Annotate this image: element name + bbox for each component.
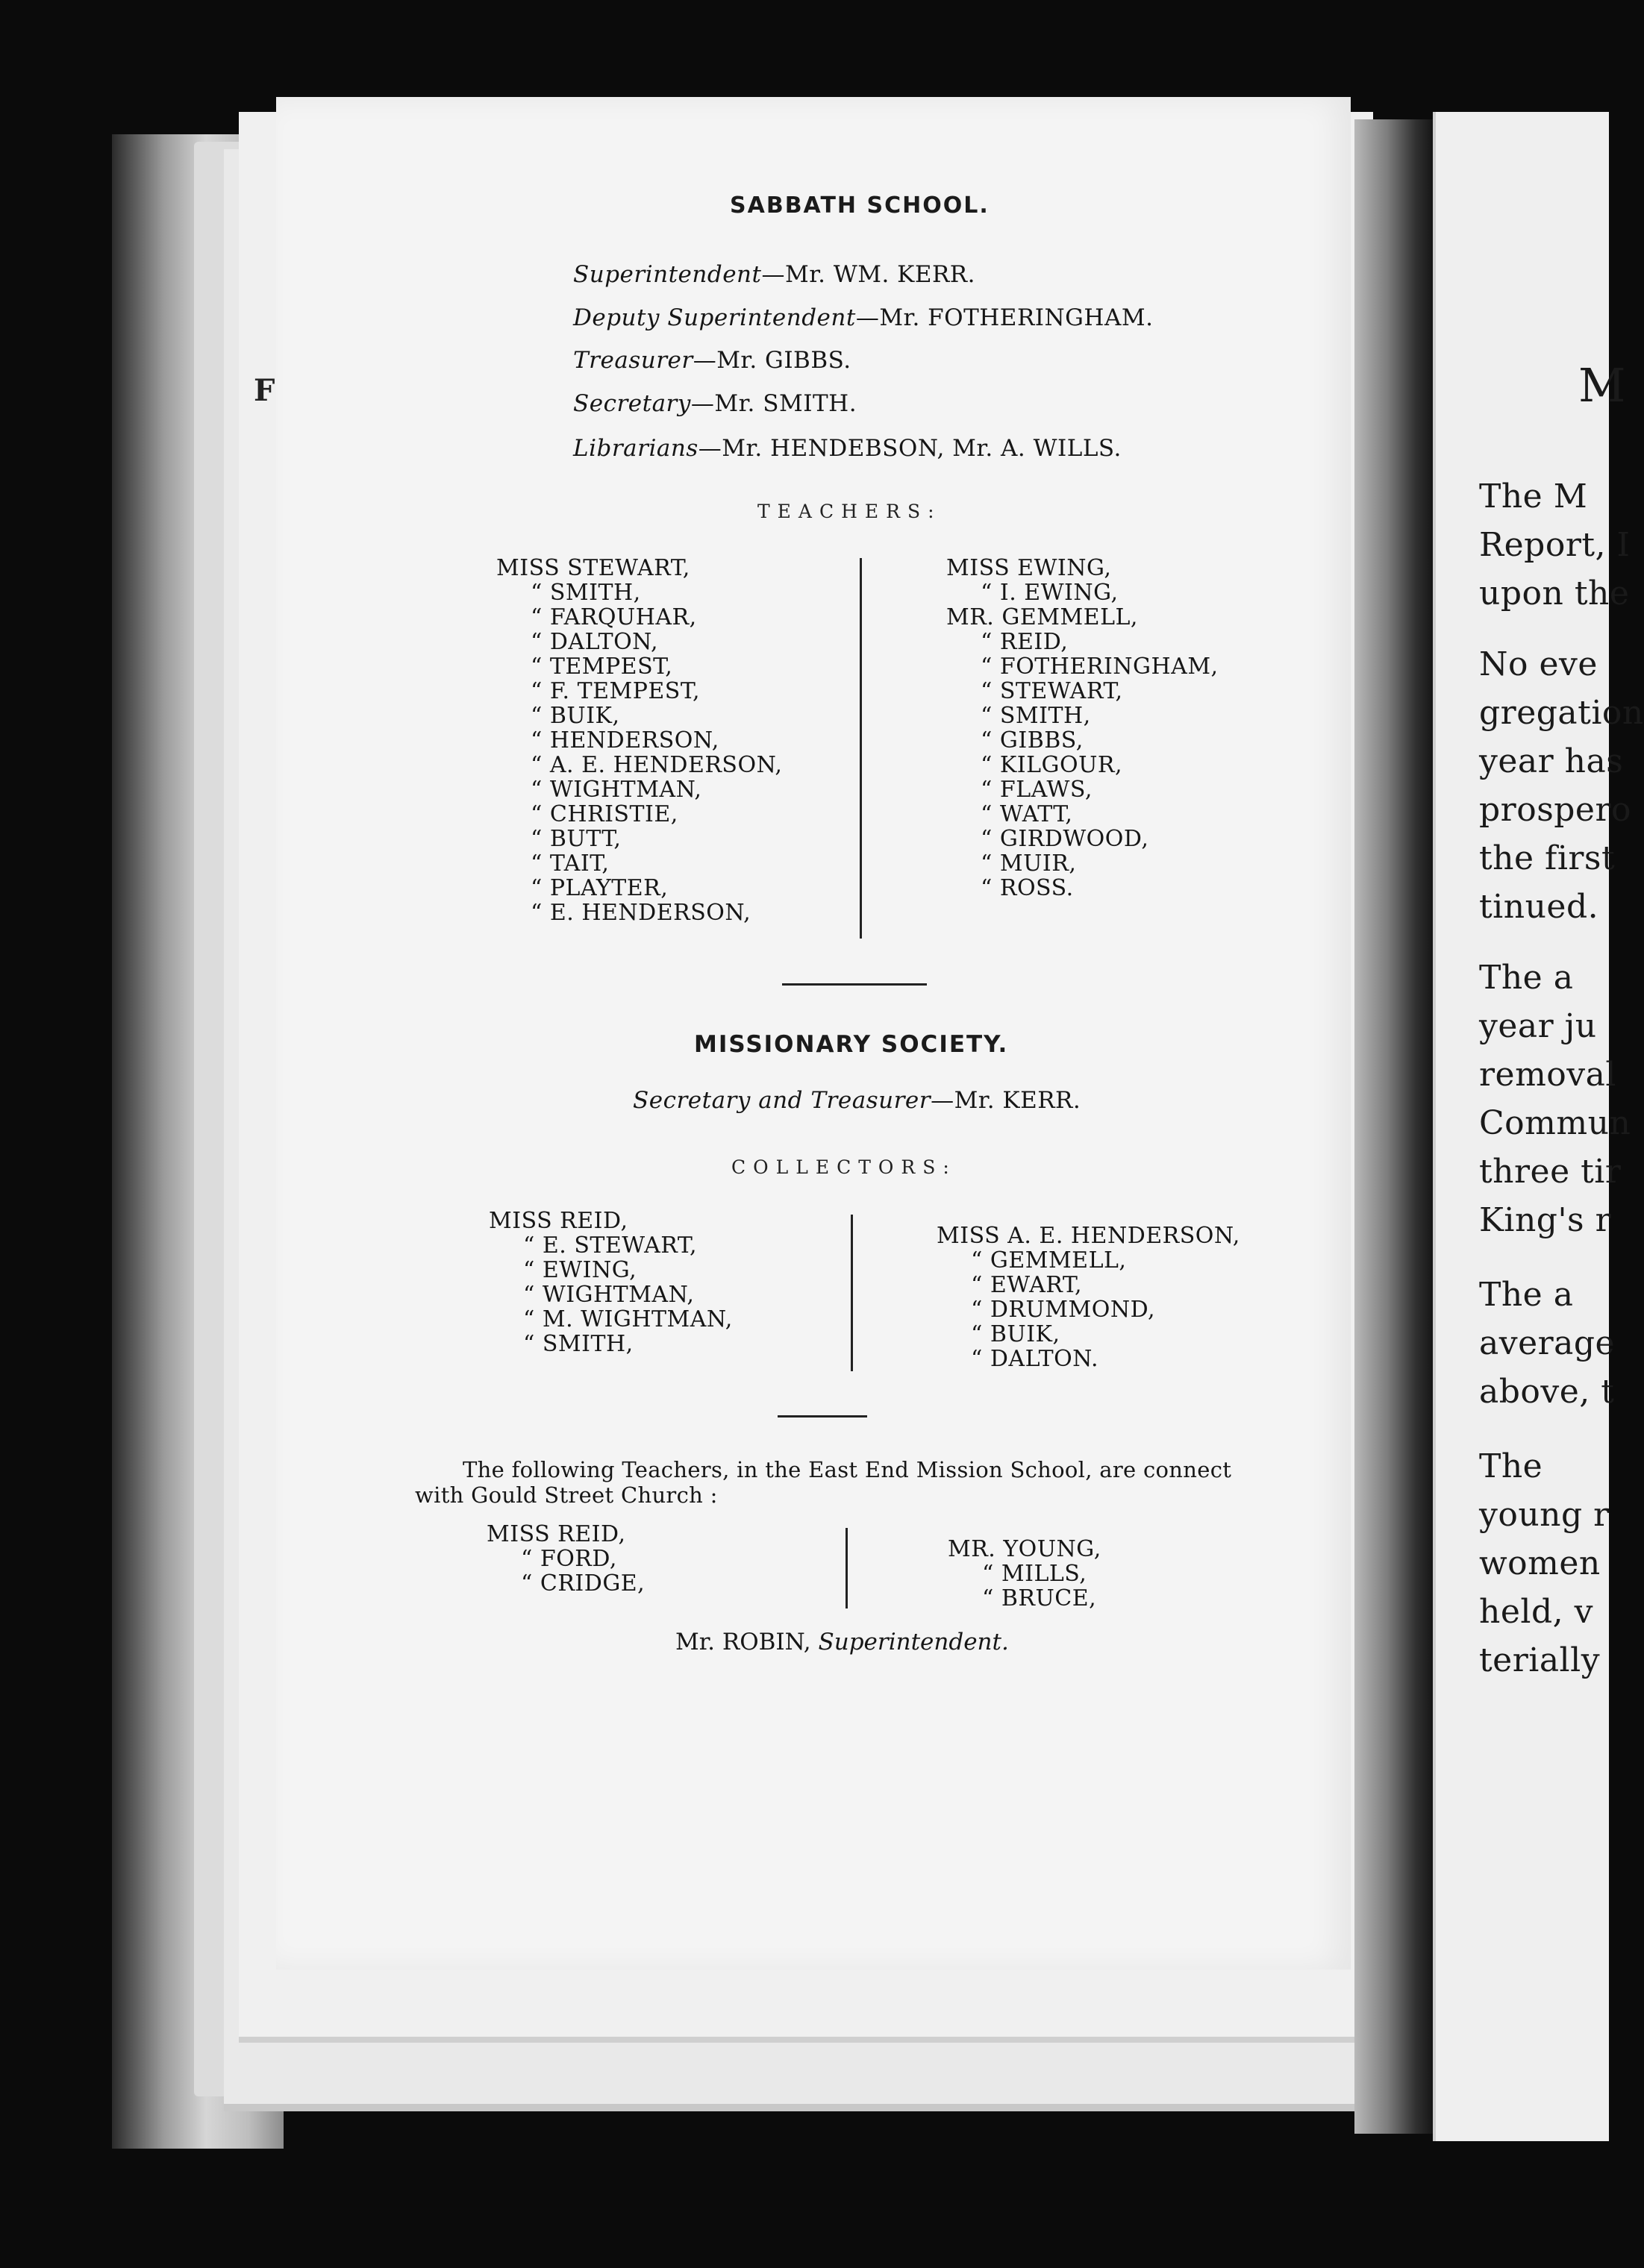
collector-name: “ M. WIGHTMAN, — [523, 1306, 733, 1332]
teacher-name: “ TEMPEST, — [531, 654, 673, 680]
missionary-officer-role: Secretary and Treasurer — [633, 1087, 931, 1114]
right-page-line: year has — [1479, 742, 1624, 780]
collectors-right-column — [937, 1224, 1240, 1371]
collectors-heading: COLLECTORS: — [731, 1156, 957, 1178]
sabbath-school-title: SABBATH SCHOOL. — [730, 192, 990, 219]
teacher-name: “ WATT, — [981, 801, 1073, 827]
teacher-name: “ MUIR, — [981, 850, 1077, 877]
teachers-heading: TEACHERS: — [757, 501, 942, 522]
missionary-officer — [633, 1087, 1081, 1114]
right-page-line: Commun — [1479, 1104, 1631, 1142]
officer-line — [573, 347, 851, 374]
collectors-column-divider — [851, 1215, 853, 1371]
officer-line — [573, 261, 975, 288]
collector-name: MISS A. E. HENDERSON, — [937, 1223, 1240, 1249]
right-page-line: the first — [1479, 839, 1616, 877]
collector-name: “ SMITH, — [523, 1331, 634, 1357]
right-page-line: removal — [1479, 1056, 1616, 1094]
teacher-name: “ FLAWS, — [981, 777, 1093, 803]
collector-name: “ E. STEWART, — [523, 1232, 698, 1259]
right-page-line: young r — [1479, 1496, 1610, 1534]
teacher-name: “ HENDERSON, — [531, 727, 719, 754]
teacher-name: “ BUIK, — [531, 703, 620, 729]
teacher-name: “ REID, — [981, 629, 1069, 655]
right-page-line: above, t — [1479, 1373, 1615, 1411]
east-end-superintendent-role: Superintendent. — [818, 1629, 1009, 1655]
right-page-heading: M — [1578, 358, 1626, 413]
east-end-teacher-name: “ FORD, — [521, 1546, 617, 1572]
right-page-line: held, v — [1479, 1593, 1593, 1631]
book-gutter — [1354, 119, 1437, 2134]
collector-name: “ BUIK, — [971, 1321, 1060, 1347]
collector-name: “ EWING, — [523, 1257, 637, 1283]
right-page-line: The a — [1479, 1276, 1574, 1314]
east-end-line-2: with Gould Street Church : — [415, 1482, 718, 1508]
officer-name: —Mr. FOTHERINGHAM. — [855, 304, 1154, 331]
teacher-name: “ KILGOUR, — [981, 752, 1123, 778]
collector-name: “ WIGHTMAN, — [523, 1282, 695, 1308]
teacher-name: “ STEWART, — [981, 678, 1123, 704]
right-page-line: terially — [1479, 1641, 1601, 1679]
collectors-left-column — [489, 1209, 733, 1356]
right-page-line: The a — [1479, 959, 1574, 997]
teacher-name: “ SMITH, — [531, 580, 641, 606]
collector-name: MISS REID, — [489, 1208, 628, 1234]
section-divider-2 — [778, 1415, 867, 1418]
east-end-teacher-name: “ MILLS, — [982, 1561, 1087, 1587]
officer-role: Librarians — [573, 435, 698, 462]
officer-line — [573, 304, 1153, 331]
collector-name: “ EWART, — [971, 1272, 1082, 1298]
east-end-column-divider — [846, 1528, 848, 1608]
teacher-name: “ GIRDWOOD, — [981, 826, 1149, 852]
officer-role: Treasurer — [573, 347, 693, 374]
officer-role: Superintendent — [573, 261, 762, 288]
east-end-teacher-name: “ CRIDGE, — [521, 1570, 646, 1597]
east-end-right-column — [948, 1537, 1101, 1611]
teacher-name: MISS STEWART, — [496, 555, 690, 581]
teachers-left-column — [496, 556, 782, 925]
officer-role: Deputy Superintendent — [573, 304, 856, 331]
right-page-line: average — [1479, 1324, 1616, 1362]
right-page-line: year ju — [1479, 1007, 1597, 1045]
east-end-teacher-name: “ BRUCE, — [982, 1585, 1097, 1611]
officer-line — [573, 390, 857, 417]
teachers-right-column — [946, 556, 1219, 900]
teacher-name: “ SMITH, — [981, 703, 1091, 729]
right-page-line: The — [1479, 1447, 1543, 1485]
teacher-name: “ DALTON, — [531, 629, 659, 655]
right-page-line: gregation — [1479, 694, 1644, 732]
teacher-name: “ FOTHERINGHAM, — [981, 654, 1219, 680]
right-page-line: prospero — [1479, 791, 1631, 829]
left-edge-letter: F — [254, 373, 275, 408]
teacher-name: MISS EWING, — [946, 555, 1112, 581]
teacher-name: “ GIBBS, — [981, 727, 1084, 754]
collector-name: “ DRUMMOND, — [971, 1297, 1156, 1323]
teacher-name: “ CHRISTIE, — [531, 801, 678, 827]
right-page-line: No eve — [1479, 645, 1598, 683]
east-end-superintendent — [675, 1629, 1009, 1655]
right-page-line: women — [1479, 1544, 1601, 1582]
east-end-left-column — [487, 1522, 645, 1596]
missionary-officer-name: —Mr. KERR. — [931, 1087, 1081, 1114]
officer-name: —Mr. HENDEBSON, Mr. A. WILLS. — [698, 435, 1122, 462]
teacher-name: “ A. E. HENDERSON, — [531, 752, 783, 778]
officer-name: —Mr. SMITH. — [690, 390, 857, 417]
teacher-name: “ E. HENDERSON, — [531, 900, 751, 926]
teacher-name: “ I. EWING, — [981, 580, 1119, 606]
officer-name: —Mr. WM. KERR. — [761, 261, 975, 288]
missionary-society-title: MISSIONARY SOCIETY. — [694, 1031, 1009, 1058]
teacher-name: “ WIGHTMAN, — [531, 777, 702, 803]
teachers-column-divider — [860, 558, 862, 939]
right-page — [1433, 112, 1644, 2141]
teacher-name: “ TAIT, — [531, 850, 610, 877]
right-page-line: King's r — [1479, 1201, 1612, 1239]
officer-line — [573, 435, 1122, 462]
section-divider-1 — [782, 983, 927, 986]
right-page-line: upon the — [1479, 574, 1630, 613]
collector-name: “ GEMMELL, — [971, 1247, 1127, 1274]
teacher-name: “ ROSS. — [981, 875, 1074, 901]
east-end-teacher-name: MR. YOUNG, — [948, 1536, 1101, 1562]
east-end-superintendent-name: Mr. ROBIN, — [675, 1629, 811, 1655]
right-page-line: The M — [1479, 477, 1588, 516]
teacher-name: “ FARQUHAR, — [531, 604, 697, 630]
right-page-line: tinued. — [1479, 888, 1599, 926]
east-end-teacher-name: MISS REID, — [487, 1521, 626, 1547]
teacher-name: MR. GEMMELL, — [946, 604, 1138, 630]
teacher-name: “ PLAYTER, — [531, 875, 669, 901]
officer-role: Secretary — [573, 390, 691, 417]
right-page-line: Report, I — [1479, 526, 1631, 564]
right-page-line: three tir — [1479, 1153, 1622, 1191]
teacher-name: “ F. TEMPEST, — [531, 678, 700, 704]
officer-name: —Mr. GIBBS. — [693, 347, 851, 374]
teacher-name: “ BUTT, — [531, 826, 622, 852]
east-end-line-1: The following Teachers, in the East End Mission School, are connect — [463, 1457, 1232, 1482]
collector-name: “ DALTON. — [971, 1346, 1099, 1372]
